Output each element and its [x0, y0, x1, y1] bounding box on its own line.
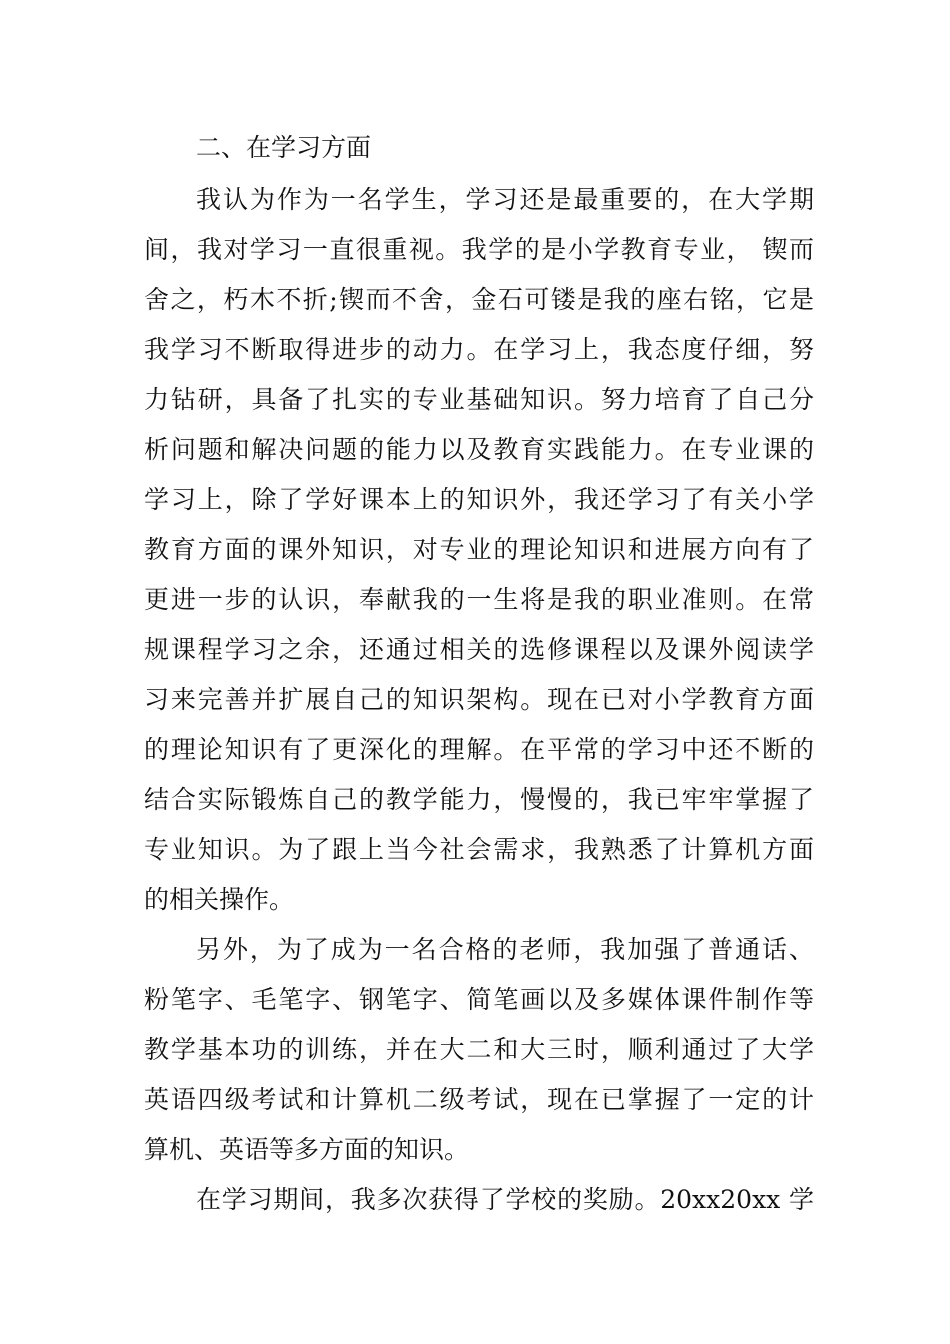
text-line: 教学基本功的训练，并在大二和大三时，顺利通过了大学 — [144, 1035, 814, 1064]
text-line: 另外，为了成为一名合格的老师，我加强了普通话、 — [196, 935, 814, 964]
text-line: 教育方面的课外知识，对专业的理论知识和进展方向有了 — [144, 535, 814, 564]
text-line: 间，我对学习一直很重视。我学的是小学教育专业， 锲而 — [144, 235, 814, 264]
text-line: 结合实际锻炼自己的教学能力，慢慢的，我已牢牢掌握了 — [144, 785, 814, 814]
text-line: 力钻研，具备了扎实的专业基础知识。努力培育了自己分 — [144, 385, 814, 414]
text-line: 算机、英语等多方面的知识。 — [144, 1135, 470, 1164]
text-line: 的理论知识有了更深化的理解。在平常的学习中还不断的 — [144, 735, 814, 764]
text-line: 学习上，除了学好课本上的知识外，我还学习了有关小学 — [144, 485, 814, 514]
text-line: 英语四级考试和计算机二级考试，现在已掌握了一定的计 — [144, 1085, 814, 1114]
text-line: 我学习不断取得进步的动力。在学习上，我态度仔细，努 — [144, 335, 814, 364]
section-heading: 二、在学习方面 — [196, 133, 372, 162]
text-line: 我认为作为一名学生，学习还是最重要的，在大学期 — [196, 185, 814, 214]
text-line: 在学习期间，我多次获得了学校的奖励。20xx20xx 学 — [196, 1185, 814, 1214]
text-line: 专业知识。为了跟上当今社会需求，我熟悉了计算机方面 — [144, 835, 814, 864]
text-line: 更进一步的认识，奉献我的一生将是我的职业准则。在常 — [144, 585, 814, 614]
text-line: 习来完善并扩展自己的知识架构。现在已对小学教育方面 — [144, 685, 814, 714]
text-line: 的相关操作。 — [144, 885, 295, 914]
text-line: 舍之，朽木不折;锲而不舍，金石可镂是我的座右铭，它是 — [144, 285, 814, 314]
text-line: 规课程学习之余，还通过相关的选修课程以及课外阅读学 — [144, 635, 814, 664]
text-line: 粉笔字、毛笔字、钢笔字、简笔画以及多媒体课件制作等 — [144, 985, 814, 1014]
text-line: 析问题和解决问题的能力以及教育实践能力。在专业课的 — [144, 435, 814, 464]
